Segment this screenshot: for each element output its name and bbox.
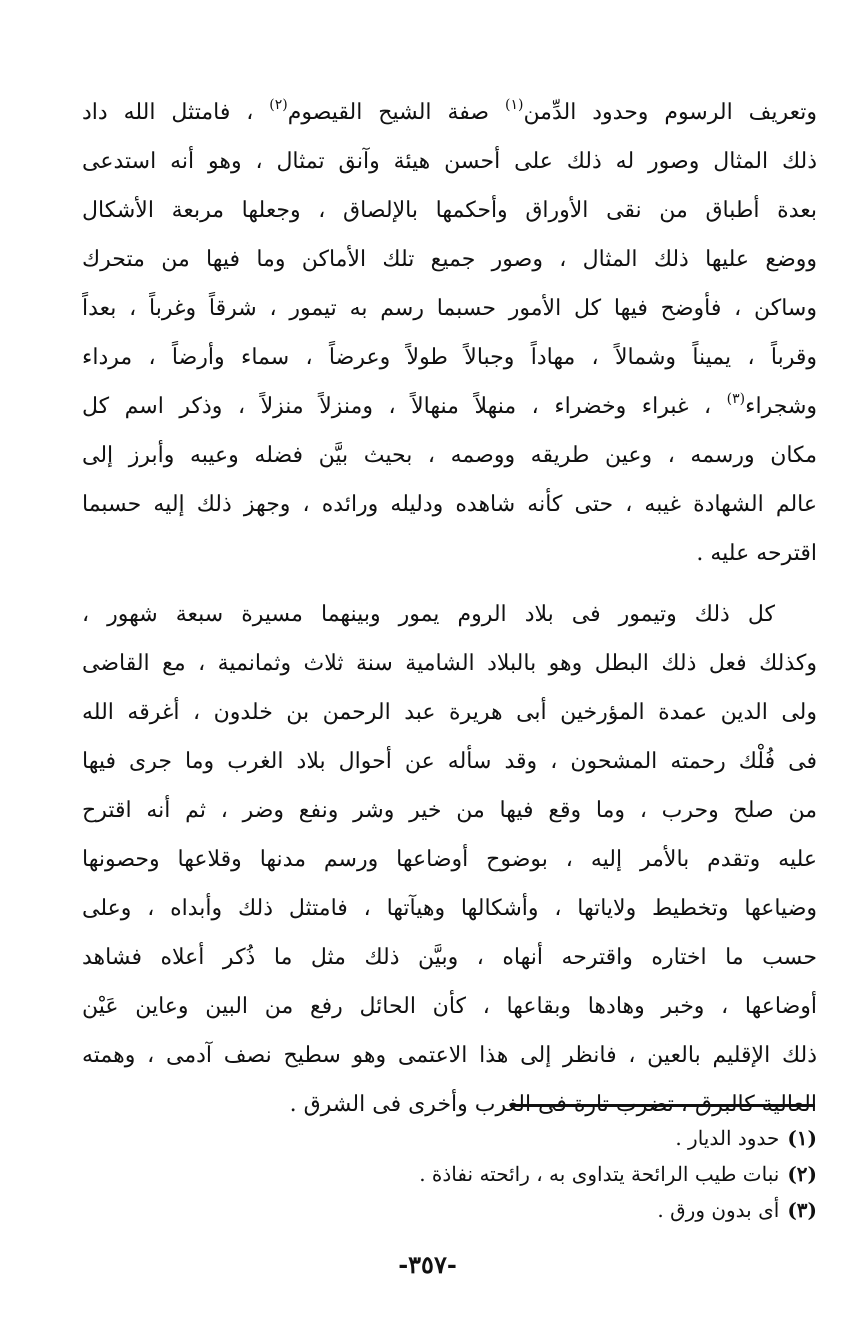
text-line: ذلك المثال وصور له ذلك على أحسن هيئة وآنق تمثال ، وهو أنه استدعى [82,149,817,174]
text-line [82,88,817,137]
text-line: وكذلك فعل ذلك البطل وهو بالبلاد الشامية سنة ثلاث وثمانمية ، مع القاضى [82,651,817,676]
text-segment: ، غبراء وخضراء ، منهلاً منهالاً ، ومنزلاً منزلاً ، وذكر اسم كل [82,394,712,419]
footnote-3 [82,1192,817,1228]
footnote-number: (٢) [787,1162,817,1186]
footnote-divider [510,1104,815,1107]
text-line: ذلك الإقليم بالعين ، فانظر إلى هذا الاعتمى وهو سطيح نصف آدمى ، وهمته [82,1043,817,1068]
footnote-text: نبات طيب الرائحة يتداوى به ، رائحته نفاذة . [419,1162,780,1186]
text-line: وقرباً ، يميناً وشمالاً ، مهاداً وجبالاً طولاً وعرضاً ، سماء وأرضاً ، مرداء [82,345,817,370]
text-line: بعدة أطباق من نقى الأوراق وأحكمها بالإلصاق ، وجعلها مربعة الأشكال [82,198,817,223]
footnote-2 [82,1156,817,1192]
text-segment: صفة الشيح القيصوم [287,100,490,125]
text-line [82,382,817,431]
text-line: كل ذلك وتيمور فى بلاد الروم يمور وبينهما مسيرة سبعة شهور ، [82,602,775,627]
paragraph-2 [82,590,817,1129]
text-line: فى فُلْك رحمته المشحون ، وقد سأله عن أحوال بلاد الغرب وما جرى فيها [82,749,817,774]
text-line: حسب ما اختاره واقترحه أنهاه ، وبيَّن ذلك مثل ما ذُكر أعلاه فشاهد [82,945,817,970]
text-segment: ، فامتثل الله داد [82,100,254,125]
text-line: اقترحه عليه . [696,541,817,566]
text-line: أوضاعها ، وخبر وهادها وبقاعها ، كأن الحائل رفع من البين وعاين عَيْن [82,994,817,1019]
paragraph-1 [82,88,817,578]
footnote-text: حدود الديار . [675,1126,780,1150]
text-line: وضياعها وتخطيط ولاياتها ، وأشكالها وهيآتها ، فامتثل ذلك وأبداه ، وعلى [82,896,817,921]
text-line: عليه وتقدم بالأمر إليه ، بوضوح أوضاعها ورسم مدنها وقلاعها وحصونها [82,847,817,872]
text-line: ولى الدين عمدة المؤرخين أبى هريرة عبد الرحمن بن خلدون ، أغرقه الله [82,700,817,725]
text-line: ووضع عليها ذلك المثال ، وصور جميع تلك الأماكن وما فيها من متحرك [82,247,817,272]
footnote-number: (٣) [787,1198,817,1222]
text-line: من صلح وحرب ، وما وقع فيها من خير وشر ونفع وضر ، ثم أنه اقترح [82,798,817,823]
footnote-ref-3: (٣) [726,391,746,407]
footnote-ref-1: (١) [504,97,524,113]
footnote-text: أى بدون ورق . [657,1198,780,1222]
footnotes [82,1120,817,1228]
footnote-number: (١) [787,1126,817,1150]
text-segment: وتعريف الرسوم وحدود الدِّمن [523,100,817,125]
text-line: العالية كالبرق ، تضرب تارة فى الغرب وأخرى فى الشرق . [289,1092,817,1117]
text-segment: وشجراء [745,394,817,419]
text-line: مكان ورسمه ، وعين طريقه ووصمه ، بحيث بيَّن فضله وعيبه وأبرز إلى [82,443,817,468]
footnote-1 [82,1120,817,1156]
footnote-ref-2: (٢) [269,97,288,113]
text-line: عالم الشهادة غيبه ، حتى كأنه شاهده ودليله ورائده ، وجهز ذلك إليه حسبما [82,492,817,517]
page-number: -٣٥٧- [398,1250,457,1279]
text-line: وساكن ، فأوضح فيها كل الأمور حسبما رسم به تيمور ، شرقاً وغرباً ، بعداً [82,296,817,321]
